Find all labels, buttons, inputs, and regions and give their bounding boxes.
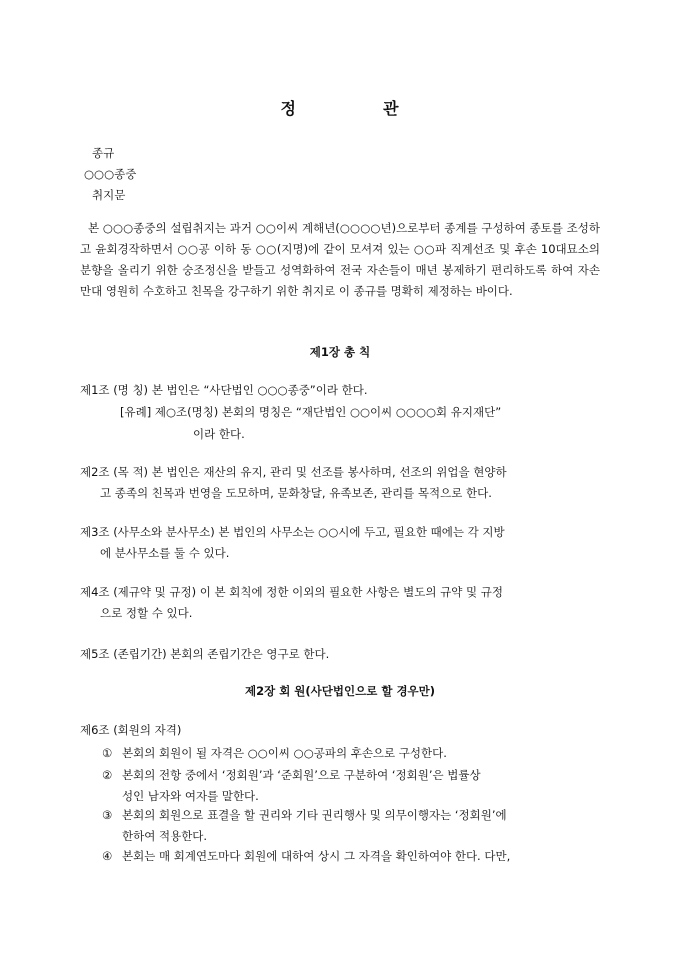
item-3-text-cont: 한하여 적용한다. xyxy=(122,829,208,843)
title-char-1: 정 xyxy=(280,99,297,118)
item-2-number: ② xyxy=(102,768,113,782)
article-1-text: 제1조 (명 칭) 본 법인은 “사단법인 ○○○종중”이라 한다. xyxy=(80,383,368,397)
article-2-text: 제2조 (목 적) 본 법인은 재산의 유지, 관리 및 선조를 봉사하며, 선조의 위업을 현양하 xyxy=(80,465,507,479)
article-3-text: 제3조 (사무소와 분사무소) 본 법인의 사무소는 ○○시에 두고, 필요한 때에는 각 지방 xyxy=(80,525,505,539)
article-2-cont: 고 종족의 친목과 번영을 도모하며, 문화창달, 유족보존, 관리를 목적으로 한다. xyxy=(100,486,492,500)
article-1-example: [유례] 제○조(명칭) 본회의 명칭은 “재단법인 ○○이씨 ○○○○회 유지재단” xyxy=(120,405,502,419)
article-1 xyxy=(80,380,600,401)
preamble-paragraph: 본 ○○○종중의 설립취지는 과거 ○○이씨 계해년(○○○○년)으로부터 종계를 구성하여 종토를 조성하고 윤회경작하면서 ○○공 이하 동 ○○(지명)에 같이 모셔져 있는 ○○파 직계선조 및 후손 10대묘소의 분향을 올리기 위한 숭조정신을 받들고 성역화하여 전국 자손들이 매년 봉제하기 편리하도록 하여 자손만대 영원히 수호하고 친목을 강구하기 위한 취지로 이 종규를 명확히 제정하는 바이다. xyxy=(80,221,600,298)
header-line-1: 종규 xyxy=(92,146,115,160)
chapter-1-heading: 제1장 총 칙 xyxy=(309,345,371,359)
article-6-title: 제6조 (회원의 자격) xyxy=(80,723,182,737)
article-4-text: 제4조 (제규약 및 규정) 이 본 회칙에 정한 이외의 필요한 사항은 별도의 규약 및 규정 xyxy=(80,585,503,599)
item-3-text: 본회의 회원으로 표결을 할 권리와 기타 권리행사 및 의무이행자는 ‘정회원’에 xyxy=(122,808,507,822)
item-2-text-cont: 성인 남자와 여자를 말한다. xyxy=(122,789,259,803)
item-1-number: ① xyxy=(102,746,113,760)
article-6-item-3 xyxy=(102,805,600,847)
header-line-2: ○○○종중 xyxy=(84,167,137,181)
document-title xyxy=(0,96,680,119)
article-1-example-cont: 이라 한다. xyxy=(193,427,245,441)
item-4-number: ④ xyxy=(102,849,113,863)
article-6-heading xyxy=(80,720,600,741)
article-6-item-2 xyxy=(102,765,600,807)
item-2-text: 본회의 전항 중에서 ‘정회원’과 ‘준회원’으로 구분하여 ‘정회원’은 법률상 xyxy=(122,768,481,782)
chapter-2-heading: 제2장 회 원(사단법인으로 할 경우만) xyxy=(244,684,436,698)
article-4-cont: 으로 정할 수 있다. xyxy=(100,606,193,620)
item-1-text: 본회의 회원이 될 자격은 ○○이씨 ○○공파의 후손으로 구성한다. xyxy=(122,746,447,760)
item-4-text: 본회는 매 회계연도마다 회원에 대하여 상시 그 자격을 확인하여야 한다. 다만, xyxy=(122,849,511,863)
item-3-number: ③ xyxy=(102,808,113,822)
article-3 xyxy=(80,522,600,564)
title-char-2: 관 xyxy=(383,99,400,118)
article-5-text: 제5조 (존립기간) 본회의 존립기간은 영구로 한다. xyxy=(80,647,330,661)
header-line-3: 취지문 xyxy=(92,188,126,202)
article-2 xyxy=(80,462,600,504)
article-5 xyxy=(80,644,600,665)
article-6-item-4 xyxy=(102,846,600,867)
article-4 xyxy=(80,582,600,624)
article-6-item-1 xyxy=(102,743,600,764)
article-3-cont: 에 분사무소를 둘 수 있다. xyxy=(100,546,230,560)
